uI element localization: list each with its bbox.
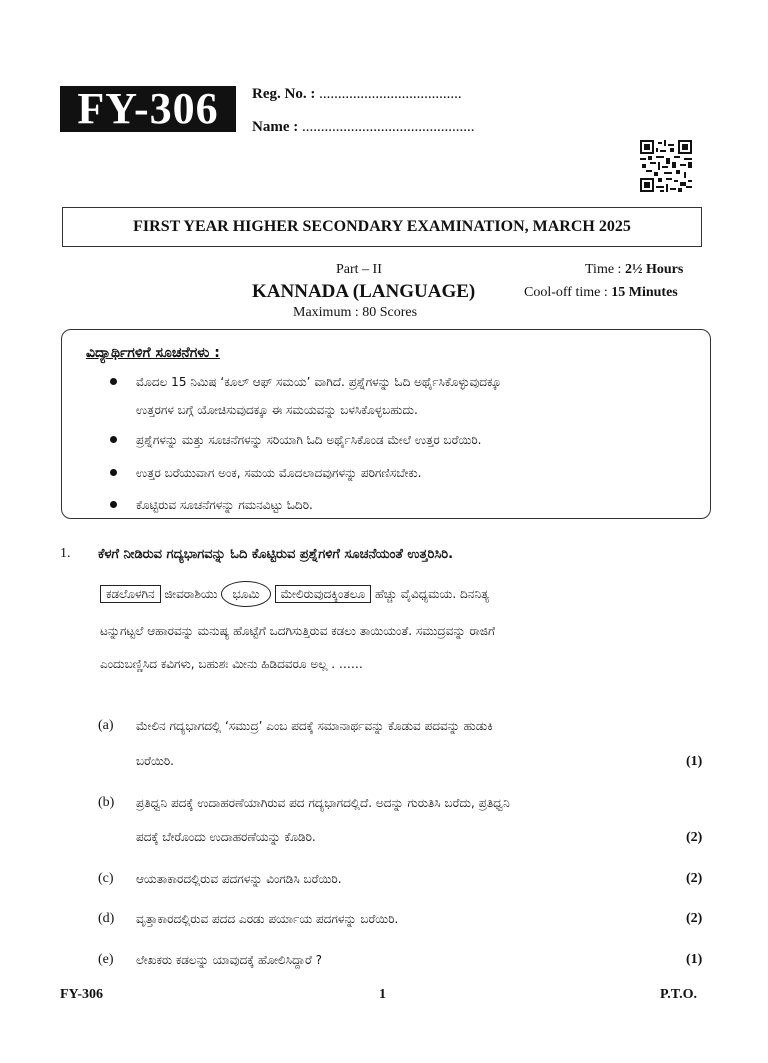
passage-line-2: ಟನ್ನುಗಟ್ಟಲೆ ಆಹಾರವನ್ನು ಮನುಷ್ಯ ಹೊಟ್ಟೆಗೆ ಒದಗಿಸುತ್ತಿರುವ ಕಡಲು ತಾಯಿಯಂತೆ. ಸಮುದ್ರವನ್ನು ರಾಜಿಗೆ (100, 624, 495, 638)
bullet-icon (110, 378, 117, 385)
subq-marks: (2) (686, 830, 703, 845)
bullet-icon (110, 436, 117, 443)
instruction-item: ಉತ್ತರಗಳ ಬಗ್ಗೆ ಯೋಚಿಸುವುದಕ್ಕೂ ಈ ಸಮಯವನ್ನು ಬಳಸಿಕೊಳ್ಳಬಹುದು. (136, 403, 418, 417)
cooloff-value: 15 Minutes (611, 285, 678, 300)
question-number: 1. (60, 546, 71, 561)
instructions-heading: ವಿದ್ಯಾರ್ಥಿಗಳಿಗೆ ಸೂಚನೆಗಳು : (86, 345, 220, 361)
exam-title: FIRST YEAR HIGHER SECONDARY EXAMINATION, MARCH 2025 (62, 207, 702, 247)
subq-label: (e) (98, 952, 114, 967)
reg-no-label: Reg. No. : (252, 86, 316, 102)
time-label: Time : (585, 262, 622, 277)
bullet-icon (110, 469, 117, 476)
subq-text: ಪ್ರತಿಧ್ವನಿ ಪದಕ್ಕೆ ಉದಾಹರಣೆಯಾಗಿರುವ ಪದ ಗದ್ಯಭಾಗದಲ್ಲಿದೆ. ಅದನ್ನು ಗುರುತಿಸಿ ಬರೆದು, ಪ್ರತಿಧ್ವನಿ (136, 796, 510, 810)
subq-label: (d) (98, 911, 115, 926)
passage-line-1 (100, 587, 690, 602)
instruction-item: ಪ್ರಶ್ನೆಗಳನ್ನು ಮತ್ತು ಸೂಚನೆಗಳನ್ನು ಸರಿಯಾಗಿ ಓದಿ ಅರ್ಥೈಸಿಕೊಂಡ ಮೇಲೆ ಉತ್ತರ ಬರೆಯಿರಿ. (136, 433, 482, 447)
question-instruction: ಕೆಳಗೆ ನೀಡಿರುವ ಗದ್ಯಭಾಗವನ್ನು ಓದಿ ಕೊಟ್ಟಿರುವ ಪ್ರಶ್ನೆಗಳಿಗೆ ಸೂಚನೆಯಂತೆ ಉತ್ತರಿಸಿರಿ. (98, 547, 454, 562)
circled-word: ಭೂಮಿ (221, 581, 270, 607)
subq-text-cont: ಬರೆಯಿರಿ. (136, 754, 174, 768)
qr-code-icon (640, 140, 692, 192)
name-dots: .............................................. (301, 119, 475, 135)
subq-text-cont: ಪದಕ್ಕೆ ಬೇರೊಂದು ಉದಾಹರಣೆಯನ್ನು ಕೊಡಿರಿ. (136, 830, 316, 844)
subq-label: (c) (98, 871, 114, 886)
subq-text: ಲೇಖಕರು ಕಡಲನ್ನು ಯಾವುದಕ್ಕೆ ಹೋಲಿಸಿದ್ದಾರೆ ? (136, 953, 323, 967)
passage-text: ಹೆಚ್ಚು ವೈವಿಧ್ಯಮಯ. ದಿನನಿತ್ಯ (374, 587, 490, 601)
subq-text: ಮೇಲಿನ ಗದ್ಯಭಾಗದಲ್ಲಿ ‘ಸಮುದ್ರ’ ಎಂಬ ಪದಕ್ಕೆ ಸಮಾನಾರ್ಥವನ್ನು ಕೊಡುವ ಪದವನ್ನು ಹುಡುಕಿ (136, 719, 493, 733)
time-line (585, 262, 683, 278)
subq-text: ವೃತ್ತಾಕಾರದಲ್ಲಿರುವ ಪದದ ಎರಡು ಪರ್ಯಾಯ ಪದಗಳನ್ನು ಬರೆಯಿರಿ. (136, 912, 399, 926)
subq-label: (a) (98, 718, 114, 733)
subq-marks: (2) (686, 911, 703, 926)
subject-title: KANNADA (LANGUAGE) (252, 281, 476, 302)
cooloff-line (524, 285, 678, 301)
footer-code: FY-306 (60, 987, 104, 1002)
time-value: 2½ Hours (624, 262, 684, 277)
passage-line-3: ಎಂದುಬಣ್ಣಿಸಿದ ಕವಿಗಳು, ಬಹುಶಃ ಮೀನು ಹಿಡಿದವರೂ ಅಲ್ಲ . …… (100, 657, 363, 671)
subq-marks: (2) (686, 871, 703, 886)
name-label: Name : (252, 119, 299, 135)
name-line (252, 119, 474, 136)
max-scores: Maximum : 80 Scores (293, 305, 418, 320)
instruction-item: ಮೊದಲ 15 ನಿಮಿಷ ‘ಕೂಲ್ ಆಫ್ ಸಮಯ’ ವಾಗಿದೆ. ಪ್ರಶ್ನೆಗಳನ್ನು ಓದಿ ಅರ್ಥೈಸಿಕೊಳ್ಳುವುದಕ್ಕೂ (136, 375, 502, 389)
reg-no-line (252, 86, 462, 103)
subq-marks: (1) (686, 754, 703, 769)
pto-label: P.T.O. (660, 987, 697, 1002)
subq-text: ಆಯತಾಕಾರದಲ್ಲಿರುವ ಪದಗಳನ್ನು ವಿಂಗಡಿಸಿ ಬರೆಯಿರಿ. (136, 872, 342, 886)
passage-word: ಜೀವರಾಶಿಯು (164, 587, 218, 601)
instruction-item: ಉತ್ತರ ಬರೆಯುವಾಗ ಅಂಕ, ಸಮಯ ಮೊದಲಾದವುಗಳನ್ನು ಪರಿಗಣಿಸಬೇಕು. (136, 466, 422, 480)
boxed-word: ಕಡಲೊಳಗಿನ (100, 585, 161, 603)
boxed-word: ಮೇಲಿರುವುದಕ್ಕಿಂತಲೂ (275, 585, 372, 603)
subq-label: (b) (98, 795, 115, 810)
part-label: Part – II (336, 262, 382, 277)
subq-marks: (1) (686, 952, 703, 967)
page-number: 1 (379, 987, 386, 1002)
cooloff-label: Cool-off time : (524, 285, 608, 300)
reg-no-dots: ...................................... (319, 86, 462, 102)
paper-code-badge: FY-306 (60, 86, 236, 132)
bullet-icon (110, 501, 117, 508)
instruction-item: ಕೊಟ್ಟಿರುವ ಸೂಚನೆಗಳನ್ನು ಗಮನವಿಟ್ಟು ಓದಿರಿ. (136, 498, 313, 512)
